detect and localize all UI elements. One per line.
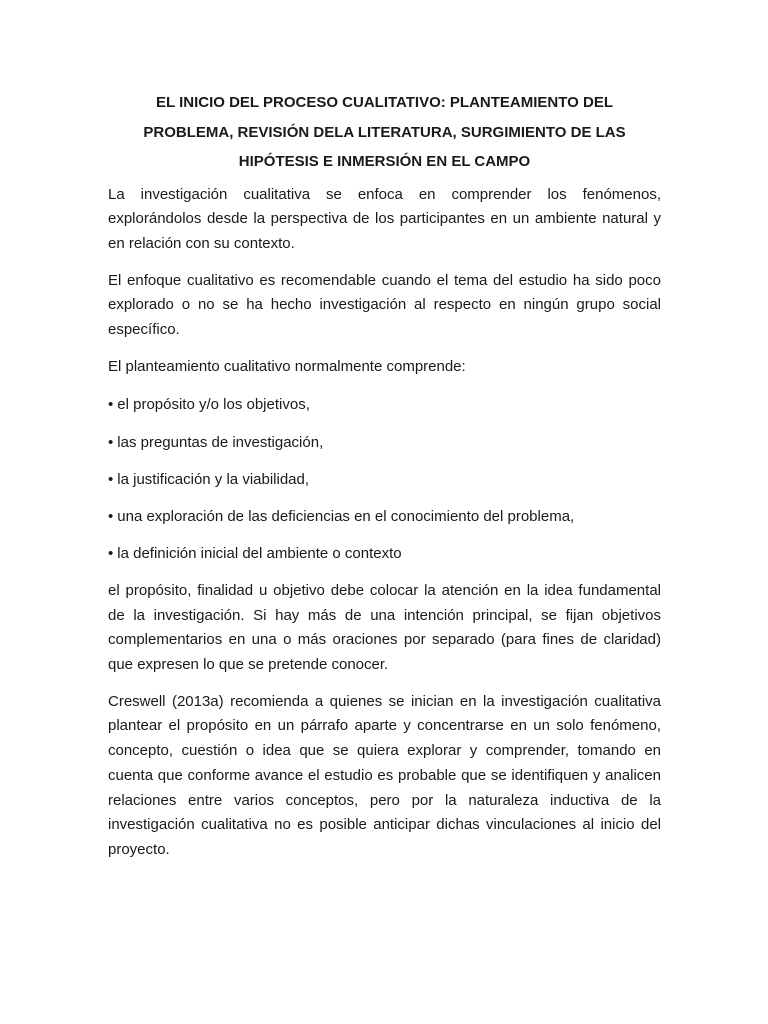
bullet-icon: • — [108, 433, 114, 451]
document-title — [108, 88, 661, 177]
list-item-text: una exploración de las deficiencias en el conocimiento del problema, — [117, 508, 575, 526]
paragraph-4: Creswell (2013a) recomienda a quienes se inician en la investigación cualitativa plantear el propósito en un párrafo aparte y concentrarse en un solo fenómeno, concepto, cuestión o idea que se quiera explorar y comprender, tomando en cuenta que conforme avance el estudio es probable que se identifiquen y analicen relaciones entre varios conceptos, pero por la naturaleza inductiva de la investigación cualitativa no es posible anticipar dichas vinculaciones al inicio del proyecto. — [108, 692, 661, 858]
list-item-text: la justificación y la viabilidad, — [117, 470, 310, 488]
title-line-1: EL INICIO DEL PROCESO CUALITATIVO: PLANTEAMIENTO DEL — [156, 94, 613, 111]
paragraph-3: el propósito, finalidad u objetivo debe colocar la atención en la idea fundamental de la investigación. Si hay más de una intención principal, se fijan objetivos complementarios en una o más oraciones por separado (para fines de claridad) que expresen lo que se pretende conocer. — [108, 581, 661, 674]
list-item — [108, 431, 661, 456]
title-line-3: HIPÓTESIS E INMERSIÓN EN EL CAMPO — [238, 153, 531, 170]
list-item-text: el propósito y/o los objetivos, — [117, 396, 310, 414]
list-intro: El planteamiento cualitativo normalmente comprende: — [108, 357, 466, 375]
list-item — [108, 468, 661, 493]
list-item — [108, 505, 661, 530]
bullet-icon: • — [108, 508, 114, 526]
list-item — [108, 542, 661, 567]
paragraph-1: La investigación cualitativa se enfoca en comprender los fenómenos, explorándolos desde la perspectiva de los participantes en un ambiente natural y en relación con su contexto. — [108, 185, 661, 252]
bullet-icon: • — [108, 470, 114, 488]
bullet-icon: • — [108, 545, 114, 563]
bullet-icon: • — [108, 396, 114, 414]
paragraph-2: El enfoque cualitativo es recomendable cuando el tema del estudio ha sido poco explorado o no se ha hecho investigación al respecto en ningún grupo social específico. — [108, 271, 661, 339]
list-item-text: las preguntas de investigación, — [117, 433, 324, 451]
bullet-list — [108, 393, 661, 567]
title-line-2: PROBLEMA, REVISIÓN DELA LITERATURA, SURGIMIENTO DE LAS — [143, 123, 626, 141]
list-item — [108, 393, 661, 418]
document-page — [108, 88, 661, 875]
list-item-text: la definición inicial del ambiente o contexto — [117, 545, 402, 563]
